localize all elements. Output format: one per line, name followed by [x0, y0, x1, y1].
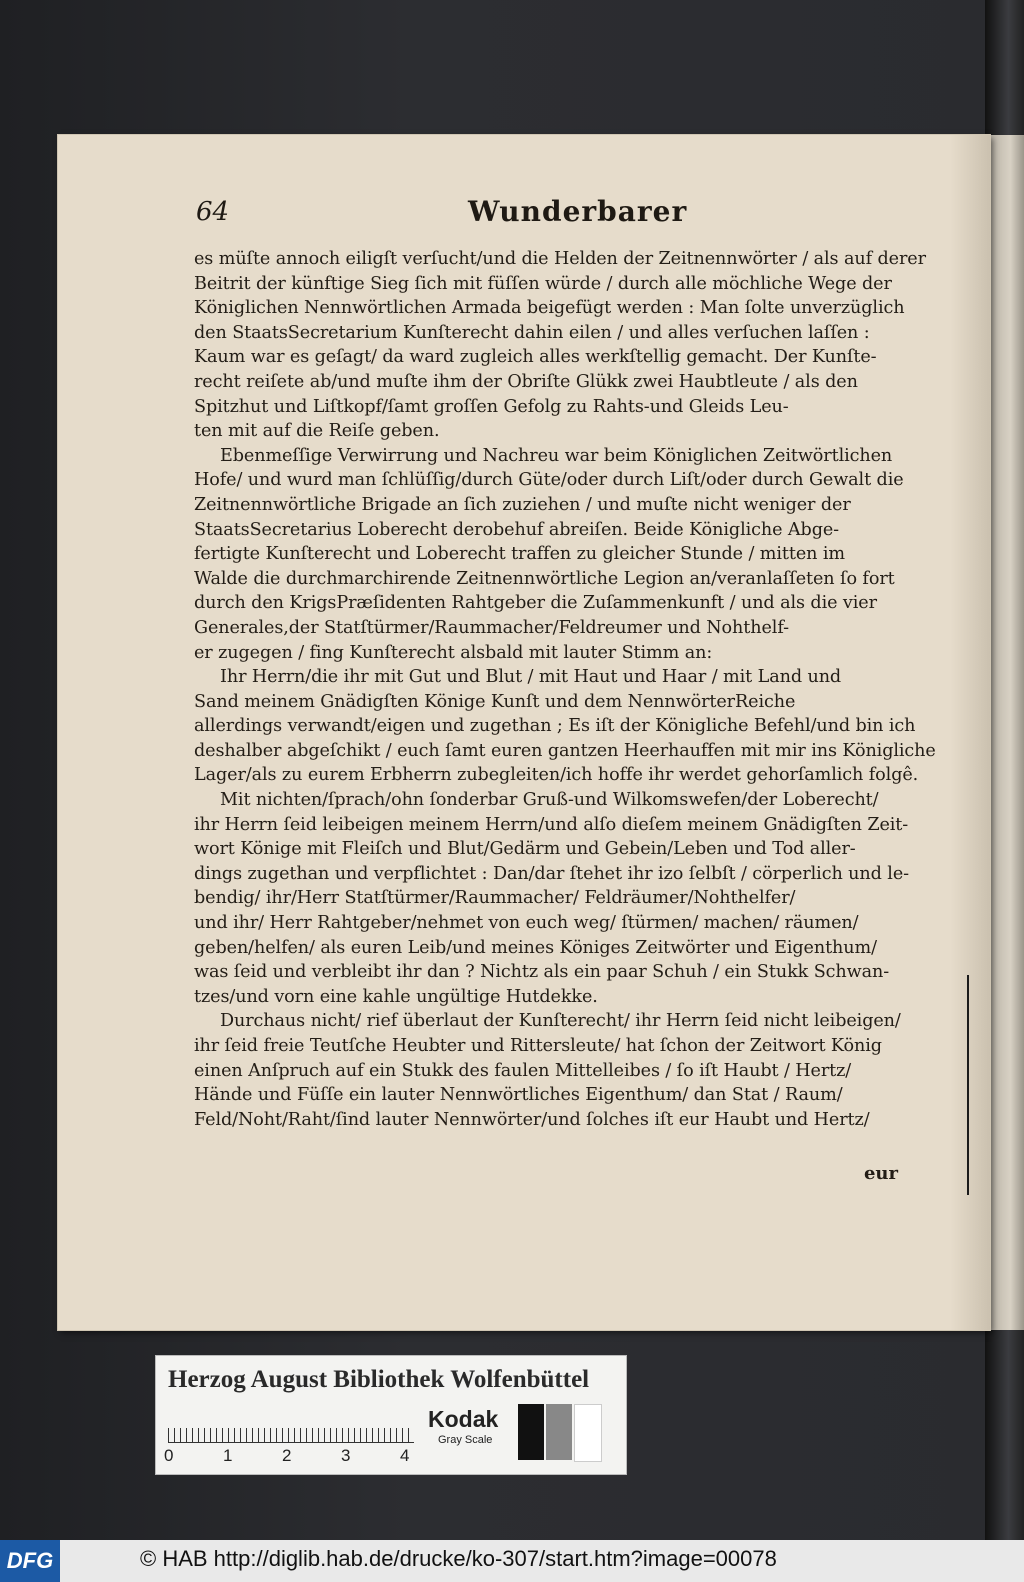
gray-scale-label: Gray Scale [438, 1434, 493, 1446]
text-line: Sand meinem Gnädigſten Könige Kunſt und dem NennwörterReiche [194, 691, 796, 712]
text-line: Hofe/ und wurd man ſchlüſſig/durch Güte/oder durch Liſt/oder durch Gewalt die [194, 470, 904, 491]
text-line: bendig/ ihr/Herr Statſtürmer/Raummacher/ Feldräumer/Nohthelfer/ [194, 888, 796, 909]
text-line: durch den KrigsPræſidenten Rahtgeber die Zuſammenkunft / und als die vier [194, 593, 877, 614]
text-line: er zugegen / fing Kunſterecht alsbald mit lauter Stimm an: [194, 642, 713, 663]
text-line: Durchaus nicht/ rief überlaut der Kunſterecht/ ihr Herrn ſeid nicht leibeigen/ [220, 1011, 901, 1032]
text-line: was ſeid und verbleibt ihr dan ? Nichtz als ein paar Schuh / ein Stukk Schwan- [194, 962, 890, 983]
body-text [194, 247, 964, 1132]
text-line: den StaatsSecretarium Kunſterecht dahin eilen / und alles verſuchen laſſen : [194, 322, 870, 343]
text-line: dings zugethan und verpflichtet : Dan/dar ſtehet ihr izo ſelbſt / cörperlich und le- [194, 863, 909, 884]
text-line: Generales,der Statſtürmer/Raummacher/Feldreumer und Nohthelf- [194, 617, 789, 638]
text-line: Königlichen Nennwörtlichen Armada beigefügt werden : Man ſolte unverzüglich [194, 298, 905, 319]
copyright-credit: © HAB http://diglib.hab.de/drucke/ko-307/start.htm?image=00078 [140, 1546, 777, 1571]
ruler-numbers [164, 1446, 424, 1468]
catchword: eur [863, 1163, 898, 1184]
adjacent-page-edge [990, 135, 1024, 1330]
edge-marker [967, 975, 969, 1195]
text-line: Ebenmeſſige Verwirrung und Nachreu war beim Königlichen Zeitwörtlichen [220, 445, 893, 466]
text-line: ihr ſeid freie Teutſche Heubter und Rittersleute/ hat ſchon der Zeitwort König [194, 1036, 882, 1056]
white-swatch [574, 1404, 602, 1462]
text-line: Walde die durchmarchirende Zeitnennwörtliche Legion an/veranlaſſeten ſo fort [194, 568, 895, 589]
ruler-number: 2 [282, 1446, 292, 1465]
text-line: StaatsSecretarius Loberecht derobehuf abreiſen. Beide Königliche Abge- [194, 519, 840, 540]
text-line: wort Könige mit Fleiſch und Blut/Gedärm und Gebein/Leben und Tod aller- [194, 839, 856, 860]
library-name: Herzog August Bibliothek Wolfenbüttel [168, 1366, 590, 1393]
ruler-number: 1 [223, 1446, 233, 1465]
kodak-logo: Kodak [428, 1406, 499, 1432]
running-head: Wunderbarer [468, 195, 688, 228]
footer-bar [0, 1540, 1024, 1582]
text-line: Beitrit der künftige Sieg ſich mit füſſen würde / durch alle möchliche Wege der [194, 273, 892, 294]
text-line: Zeitnennwörtliche Brigade an ſich zuziehen / und muſte nicht weniger der [194, 494, 851, 515]
text-line: Hände und Füſſe ein lauter Nennwörtliches Eigenthum/ dan Stat / Raum/ [194, 1085, 843, 1106]
gray-swatch [546, 1404, 572, 1460]
book-page [58, 135, 990, 1330]
text-line: Kaum war es geſagt/ da ward zugleich alles werkſtellig gemacht. Der Kunſte- [194, 347, 877, 368]
ruler-number: 3 [341, 1446, 351, 1465]
text-line: allerdings verwandt/eigen und zugethan ; Es iſt der Königliche Befehl/und bin ich [194, 716, 916, 737]
text-line: Ihr Herrn/die ihr mit Gut und Blut / mit Haut und Haar / mit Land und [220, 667, 842, 688]
text-line: geben/helfen/ als euren Leib/und meines Königes Zeitwörter und Eigenthum/ [194, 937, 877, 958]
text-line: recht reiſete ab/und muſte ihm der Obriſte Glükk zwei Haubtleute / als den [194, 371, 858, 392]
text-line: Feld/Noht/Raht/ſind lauter Nennwörter/und ſolches iſt eur Haubt und Hertz/ [194, 1109, 870, 1130]
ruler-number: 4 [400, 1446, 410, 1465]
text-line: Mit nichten/ſprach/ohn ſonderbar Gruß-und Wilkomswefen/der Loberecht/ [220, 790, 879, 811]
text-line: ten mit auf die Reiſe geben. [194, 421, 440, 442]
text-line: tzes/und vorn eine kahle ungültige Hutdekke. [194, 986, 598, 1007]
text-line: und ihr/ Herr Rahtgeber/nehmet von euch weg/ ſtürmen/ machen/ räumen/ [194, 913, 859, 934]
text-line: ihr Herrn ſeid leibeigen meinem Herrn/und alſo dieſem meinem Gnädigſten Zeit- [194, 814, 909, 835]
measurement-ruler [168, 1406, 414, 1443]
text-line: einen Anſpruch auf ein Stukk des faulen Mittelleibes / ſo iſt Haubt / Hertz/ [194, 1060, 852, 1081]
text-line: Spitzhut und Liſtkopf/ſamt groſſen Gefolg zu Rahts-und Gleids Leu- [194, 396, 789, 417]
black-swatch [518, 1404, 544, 1460]
page-number: 64 [196, 197, 230, 227]
ruler-number: 0 [164, 1446, 174, 1465]
text-line: deshalber abgeſchikt / euch ſamt euren gantzen Heerhauffen mit mir ins Königliche [194, 740, 936, 761]
dfg-logo: DFG [0, 1540, 60, 1582]
text-line: es müſte annoch eiligſt verſucht/und die Helden der Zeitnennwörter / als auf derer [194, 249, 926, 269]
text-line: fertigte Kunſterecht und Loberecht traffen zu gleicher Stunde / mitten im [194, 544, 846, 565]
text-line: Lager/als zu eurem Erbherrn zubegleiten/ich hoffe ihr werdet gehorſamlich folgê. [194, 765, 919, 786]
color-calibration-card [155, 1355, 627, 1475]
